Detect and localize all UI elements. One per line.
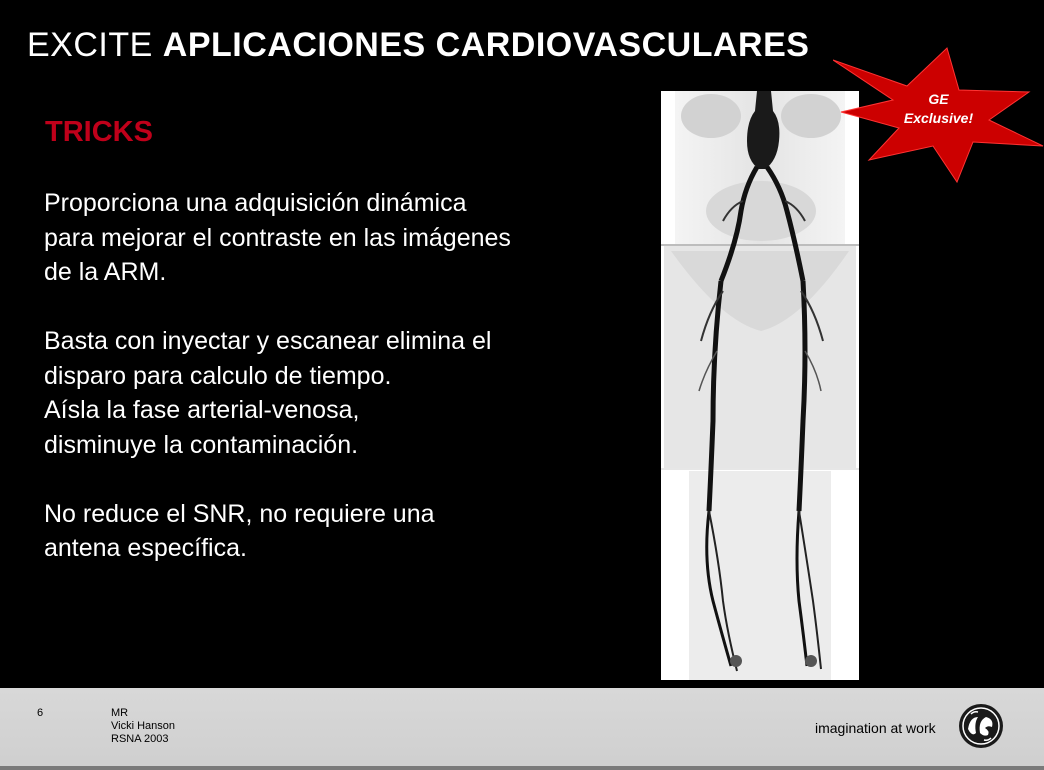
title-main: APLICACIONES CARDIOVASCULARES [162, 26, 810, 64]
badge-line-2: Exclusive! [903, 110, 974, 126]
slide-title [27, 26, 809, 65]
footer-meta [111, 707, 175, 746]
title-prefix: EXCITE [27, 26, 153, 64]
badge-text [833, 90, 1044, 128]
footer-meta-author: Vicki Hanson [111, 720, 175, 732]
badge-line-1: GE [928, 91, 949, 107]
slide-subtitle: TRICKS [45, 116, 153, 148]
bottom-edge [0, 766, 1044, 770]
angiogram-image [661, 91, 859, 680]
paragraph-4: No reduce el SNR, no requiere una antena específica. [44, 499, 435, 562]
paragraph-1: Proporciona una adquisición dinámica para mejorar el contraste en las imágenes de la ARM. [44, 189, 511, 286]
ge-logo-icon [958, 703, 1004, 749]
angiogram-graphic [661, 91, 859, 680]
footer [0, 688, 1044, 770]
paragraph-3: Aísla la fase arterial-venosa, disminuye la contaminación. [44, 396, 360, 459]
body-text [44, 186, 644, 600]
paragraph-2: Basta con inyectar y escanear elimina el disparo para calculo de tiempo. [44, 327, 492, 390]
footer-meta-event: RSNA 2003 [111, 733, 169, 745]
page-number: 6 [37, 707, 44, 719]
tagline: imagination at work [815, 720, 936, 736]
footer-meta-modality: MR [111, 707, 129, 719]
